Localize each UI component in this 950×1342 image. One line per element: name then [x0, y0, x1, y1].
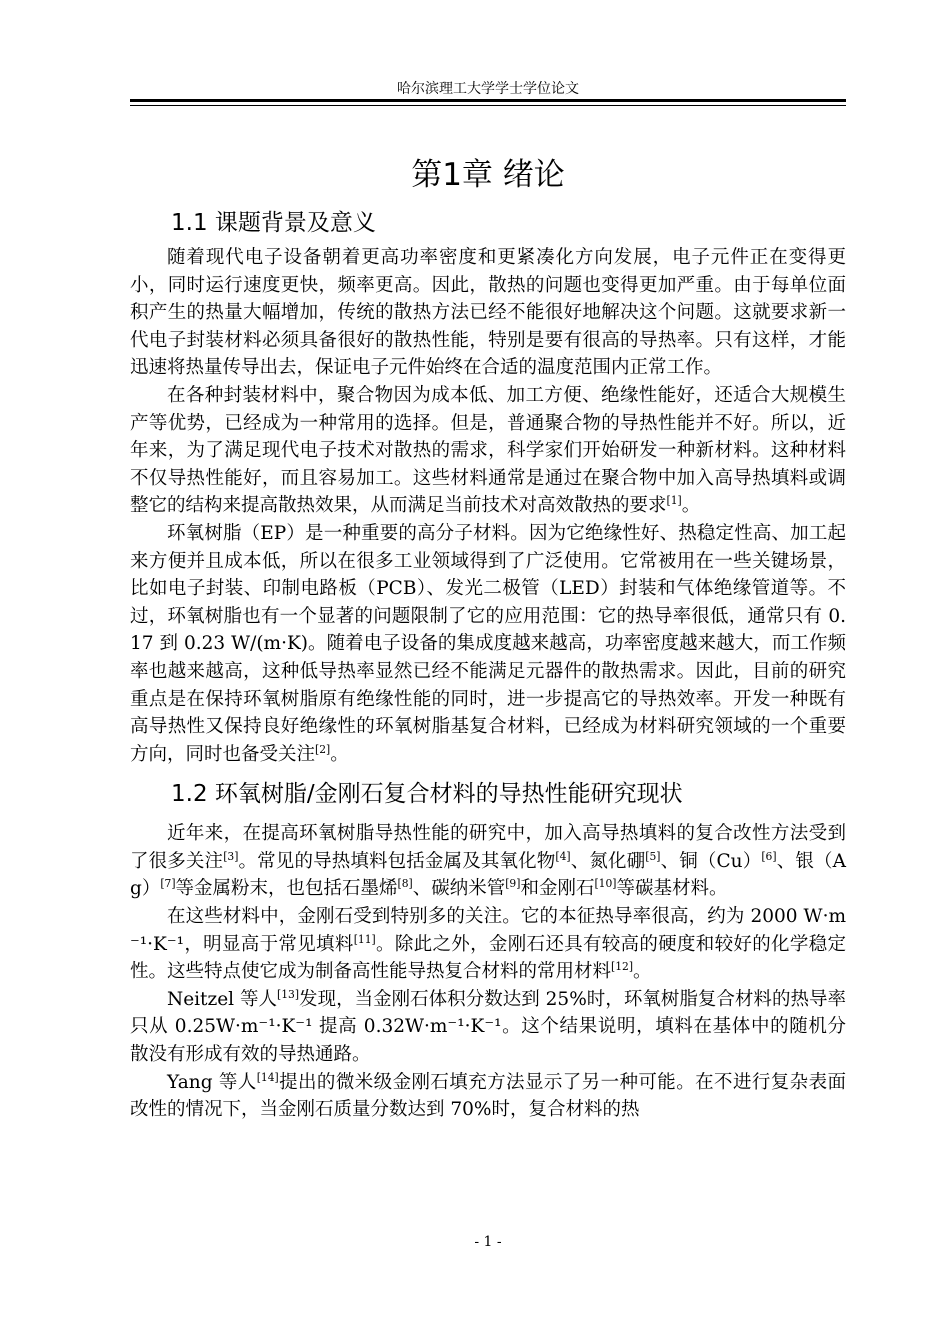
citation-ref: [14] [256, 1070, 279, 1084]
paragraph [130, 1069, 846, 1124]
citation-ref: [7] [160, 877, 176, 891]
page-number: - 1 - [474, 1234, 502, 1250]
text-run: 和金刚石 [520, 878, 595, 900]
citation-ref: [4] [555, 849, 571, 863]
citation-ref: [13] [277, 987, 300, 1001]
section-1-2 [130, 773, 846, 1124]
text-run: Yang 等人 [167, 1071, 257, 1093]
paragraph [130, 903, 846, 986]
text-run: 等金属粉末，也包括石墨烯 [175, 878, 398, 900]
paragraph [130, 520, 846, 768]
paragraph [130, 986, 846, 1069]
text-run: 近年来，在提高环氧树脂导热性能的研究中，加入高导热填料的复合改性方法受到了很多关注 [130, 823, 846, 872]
citation-ref: [10] [594, 877, 617, 891]
text-run: 。除此之外，金刚石还具有较高的硬度和较好的化学稳定性。这些特点使它成为制备高性能导热复合材料的常用材料 [130, 933, 846, 983]
citation-ref: [11] [353, 932, 376, 946]
citation-ref: [2] [315, 742, 331, 756]
text-run: 等碳基材料。 [616, 878, 728, 900]
citation-ref: [9] [505, 877, 521, 891]
paragraph [130, 820, 846, 903]
text-run: 。 [330, 743, 349, 765]
paragraph [130, 244, 846, 382]
text-run: 发现，当金刚石体积分数达到 25%时，环氧树脂复合材料的热导率只从 0.25W·m⁻¹·K⁻¹ 提高 0.32W·m⁻¹·K⁻¹。这个结果说明，填料在基体中的随机分散没有形成有效的导热通路。 [130, 988, 846, 1066]
text-run: 提出的微米级金刚石填充方法显示了另一种可能。在不进行复杂表面改性的情况下，当金刚石质量分数达到 70%时，复合材料的热 [130, 1071, 846, 1121]
text-run: 、银（Ag） [130, 850, 846, 900]
section-heading: 1.2 环氧树脂/金刚石复合材料的导热性能研究现状 [171, 781, 683, 808]
text-run: 。 [633, 961, 652, 983]
citation-ref: [1] [666, 494, 682, 508]
citation-ref: [12] [611, 960, 634, 974]
text-run: 在这些材料中，金刚石受到特别多的关注。它的本征热导率很高，约为 2000 W·m⁻¹·K⁻¹，明显高于常见填料 [130, 906, 846, 955]
text-run: 。常见的导热填料包括金属及其氧化物 [238, 850, 556, 872]
section-1-1 [130, 202, 846, 768]
citation-ref: [5] [645, 849, 661, 863]
text-run: 、铜（Cu） [660, 850, 762, 872]
section-heading: 1.1 课题背景及意义 [171, 210, 376, 236]
citation-ref: [6] [761, 849, 777, 863]
text-run: 随着现代电子设备朝着更高功率密度和更紧凑化方向发展，电子元件正在变得更小，同时运行速度更快，频率更高。因此，散热的问题也变得更加严重。由于每单位面积产生的热量大幅增加，传统的散热方法已经不能很好地解决这个问题。这就要求新一代电子封装材料必须具备很好的散热性能，特别是要有很高的导热率。只有这样，才能迅速将热量传导出去，保证电子元件始终在合适的温度范围内正常工作。 [130, 247, 846, 379]
header-rule-thin [130, 105, 846, 106]
citation-ref: [8] [397, 877, 413, 891]
text-run: Neitzel 等人 [167, 988, 278, 1010]
citation-ref: [3] [223, 849, 239, 863]
text-run: 、氮化硼 [570, 850, 646, 872]
text-run: 在各种封装材料中，聚合物因为成本低、加工方便、绝缘性能好，还适合大规模生产等优势，已经成为一种常用的选择。但是，普通聚合物的导热性能并不好。所以，近年来，为了满足现代电子技术对散热的需求，科学家们开始研发一种新材料。这种材料不仅导热性能好，而且容易加工。这些材料通常是通过在聚合物中加入高导热填料或调整它的结构来提高散热效果，从而满足当前技术对高效散热的要求 [130, 384, 846, 517]
text-run: 。 [681, 495, 701, 517]
header-rule-thick [130, 99, 846, 102]
chapter-title: 第1章 绪论 [411, 157, 565, 193]
running-header: 哈尔滨理工大学学士学位论文 [397, 81, 579, 97]
page-content [130, 148, 846, 1124]
text-run: 环氧树脂（EP）是一种重要的高分子材料。因为它绝缘性好、热稳定性高、加工起来方便并且成本低，所以在很多工业领域得到了广泛使用。它常被用在一些关键场景，比如电子封装、印制电路板（PCB）、发光二极管（LED）封装和气体绝缘管道等。不过，环氧树脂也有一个显著的问题限制了它的应用范围：它的热导率很低，通常只有 0.17 到 0.23 W/(m·K)。随着电子设备的集成度越来越高，功率密度越来越大，而工作频率也越来越高，这种低导热率显然已经不能满足元器件的散热需求。因此，目前的研究重点是在保持环氧树脂原有绝缘性能的同时，进一步提高它的导热效率。开发一种既有高导热性又保持良好绝缘性的环氧树脂基复合材料，已经成为材料研究领域的一个重要方向，同时也备受关注 [130, 522, 846, 765]
paragraph [130, 382, 846, 520]
text-run: 、碳纳米管 [412, 878, 506, 900]
